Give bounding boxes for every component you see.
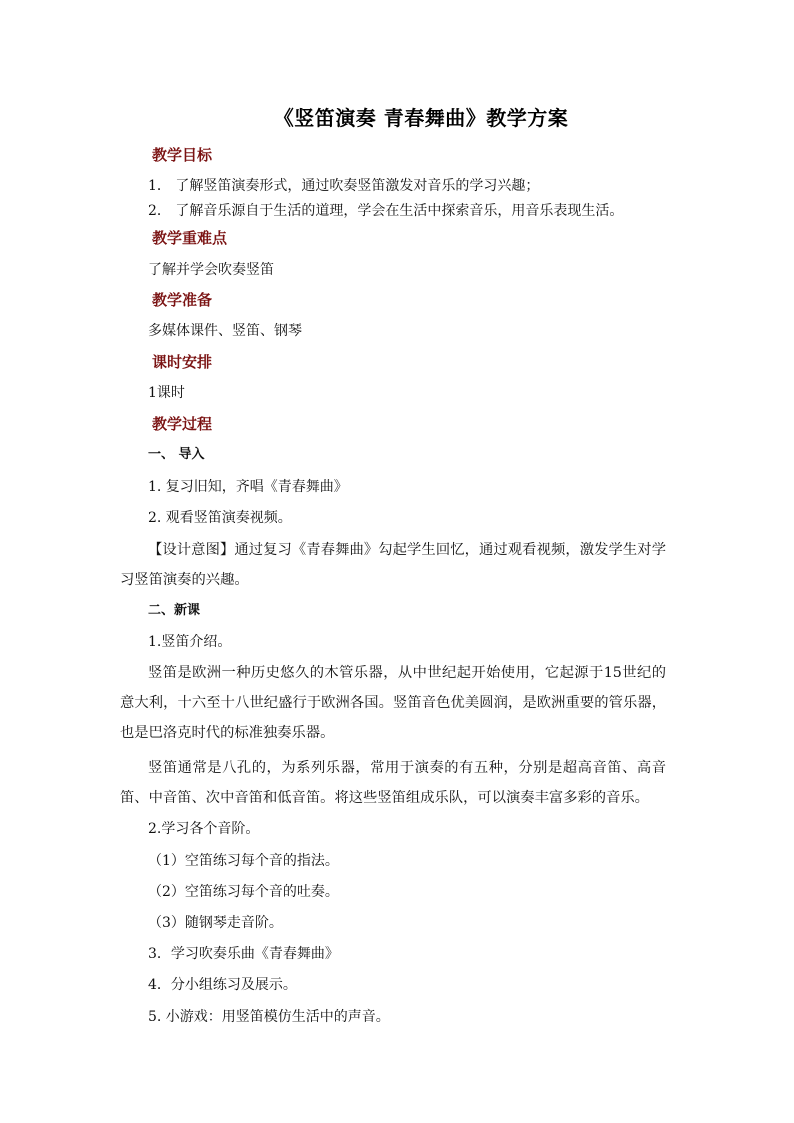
key-points-heading: 教学重难点: [152, 229, 228, 247]
process-heading: 教学过程: [152, 415, 213, 433]
scales-item-2: （2）空笛练习每个音的吐奏。: [148, 884, 339, 900]
design-intent-paragraph: 【设计意图】通过复习《青春舞曲》勾起学生回忆，通过观看视频，激发学生对学习竖笛演奏的兴趣。: [120, 542, 666, 588]
document-title: 《竖笛演奏 青春舞曲》教学方案: [273, 106, 569, 130]
objective-item-2: 2． 了解音乐源自于生活的道理，学会在生活中探索音乐，用音乐表现生活。: [148, 203, 624, 219]
schedule-text: 1课时: [148, 385, 185, 401]
part1-item-1: 1. 复习旧知，齐唱《青春舞曲》: [148, 479, 348, 495]
schedule-heading: 课时安排: [152, 353, 213, 371]
step-4: 4．分小组练习及展示。: [148, 977, 297, 993]
intro-label: 1.竖笛介绍。: [148, 634, 232, 650]
preparation-heading: 教学准备: [152, 291, 213, 309]
step-5: 5. 小游戏：用竖笛模仿生活中的声音。: [148, 1009, 390, 1025]
part1-item-2: 2. 观看竖笛演奏视频。: [148, 510, 292, 526]
intro-paragraph-1: 竖笛是欧洲一种历史悠久的木管乐器，从中世纪起开始使用，它起源于15世纪的意大利，十六至十八世纪盛行于欧洲各国。竖笛音色优美圆润，是欧洲重要的管乐器，也是巴洛克时代的标准独奏乐器。: [120, 665, 666, 741]
scales-label: 2.学习各个音阶。: [148, 821, 260, 837]
preparation-text: 多媒体课件、竖笛、钢琴: [148, 323, 302, 339]
objective-item-1: 1． 了解竖笛演奏形式，通过吹奏竖笛激发对音乐的学习兴趣；: [148, 178, 540, 194]
part1-heading: 一、 导入: [148, 447, 205, 462]
intro-paragraph-2: 竖笛通常是八孔的，为系列乐器，常用于演奏的有五种，分别是超高音笛、高音笛、中音笛、次中音笛和低音笛。将这些竖笛组成乐队，可以演奏丰富多彩的音乐。: [120, 760, 666, 806]
part2-heading: 二、新课: [148, 603, 201, 618]
step-3: 3．学习吹奏乐曲《青春舞曲》: [148, 946, 339, 962]
scales-item-1: （1）空笛练习每个音的指法。: [148, 853, 339, 869]
key-points-text: 了解并学会吹奏竖笛: [148, 262, 274, 278]
objectives-heading: 教学目标: [152, 146, 213, 164]
scales-item-3: （3）随钢琴走音阶。: [148, 915, 283, 931]
